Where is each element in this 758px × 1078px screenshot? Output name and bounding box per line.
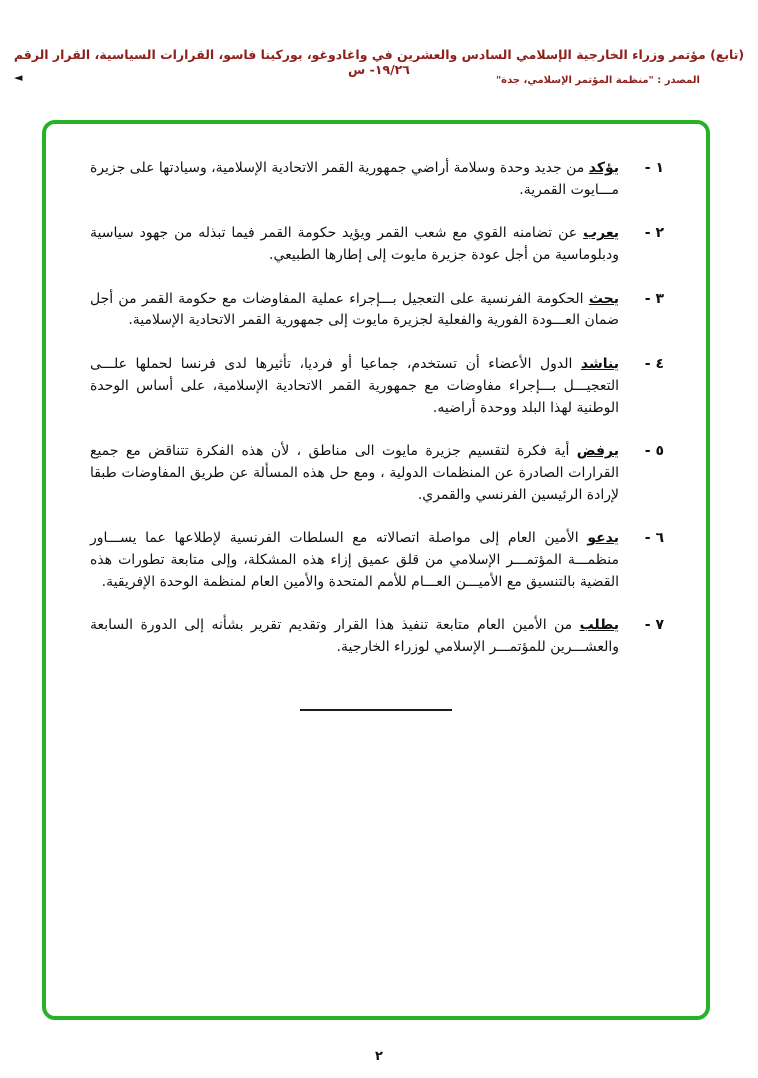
list-item <box>90 223 664 266</box>
item-text <box>90 528 619 593</box>
item-lead-word: يدعو <box>587 530 619 547</box>
item-number-value: ٣ <box>655 290 664 307</box>
item-text <box>90 441 619 506</box>
item-lead-word: يطلب <box>579 617 619 634</box>
item-number-value: ٧ <box>655 617 664 634</box>
divider-line <box>300 709 452 711</box>
item-number-dash: - <box>644 160 651 176</box>
item-body-text: عن تضامنه القوي مع شعب القمر ويؤيد حكومة القمر فيما تبذله من جهود سياسية ودبلوماسية من أجل عودة جزيرة مايوت إلى إطارها الطبيعي. <box>90 225 619 264</box>
item-number <box>632 528 664 593</box>
source-label: المصدر : <box>657 75 700 86</box>
item-number-value: ٢ <box>655 225 664 242</box>
item-number-value: ٦ <box>655 530 664 547</box>
source-value: "منظمة المؤتمر الإسلامي، جدة" <box>495 75 654 86</box>
list-item <box>90 615 664 658</box>
page-title: (تابع) مؤتمر وزراء الخارجية الإسلامي السادس والعشرين في واغادوغو، بوركينا فاسو، القرارات السياسية، القرار الرقم ١٩/٢٦- س <box>13 47 745 77</box>
resolution-box <box>42 120 710 1020</box>
item-lead-word: يعرب <box>583 225 619 242</box>
item-number <box>632 289 664 332</box>
item-body-text: من جديد وحدة وسلامة أراضي جمهورية القمر الاتحادية الإسلامية، وسيادتها على جزيرة مـــايوت القمرية. <box>89 160 619 198</box>
page-number: ٢ <box>375 1049 383 1064</box>
item-body-text: من الأمين العام متابعة تنفيذ هذا القرار وتقديم تقرير بشأنه إلى الدورة السابعة والعشـــرين للمؤتمـــر الإسلامي لوزراء الخارجية. <box>90 617 619 655</box>
item-number-dash: - <box>644 530 651 547</box>
list-item <box>90 354 664 419</box>
item-number-dash: - <box>644 443 651 460</box>
item-text <box>90 289 619 332</box>
item-lead-word: يحث <box>588 290 619 307</box>
list-item <box>90 441 664 506</box>
item-number-value: ٥ <box>655 443 664 460</box>
item-text <box>90 158 619 201</box>
item-body-text: الدول الأعضاء أن تستخدم، جماعيا أو فرديا، تأثيرها لدى فرنسا لحملها علـــى التعجيـــل بـــإجراء مفاوضات مع جمهورية القمر الاتحادية الإسلامية، على أساس الوحدة الوطنية لهذا البلد ووحدة أراضيه. <box>90 356 619 416</box>
list-item <box>90 158 664 201</box>
item-number <box>632 223 664 266</box>
item-body-text: الأمين العام إلى مواصلة اتصالاته مع السلطات الفرنسية لإطلاعها عما يســـاور منظمـــة المؤتمـــر الإسلامي من قلق عميق إزاء هذه المشكلة، وإلى متابعة تطورات هذه القضية بالتنسيق مع الأميـــن العـــام للأمم المتحدة والأمين العام لمنظمة الوحدة الإفريقية. <box>90 530 619 590</box>
item-number <box>632 158 664 201</box>
item-text <box>90 354 619 419</box>
item-lead-word: يؤكد <box>588 160 619 176</box>
item-number-value: ٤ <box>655 356 664 373</box>
list-item <box>90 289 664 332</box>
item-lead-word: يناشد <box>580 356 620 373</box>
item-number <box>632 615 664 658</box>
item-number <box>632 354 664 419</box>
left-arrow-icon: ◄ <box>14 71 23 84</box>
item-number-dash: - <box>644 225 651 242</box>
item-number <box>632 441 664 506</box>
resolution-list <box>46 124 706 659</box>
list-item <box>90 528 664 593</box>
item-number-dash: - <box>644 290 651 307</box>
item-number-value: ١ <box>655 160 664 176</box>
item-text <box>90 223 619 266</box>
item-lead-word: يرفض <box>576 443 619 460</box>
item-body-text: أية فكرة لتقسيم جزيرة مايوت الى مناطق ، لأن هذه الفكرة تتناقض مع جميع القرارات الصادرة عن المنظمات الدولية ، ومع حل هذه المسألة عن طريق المفاوضات طبقا لإرادة الرئيسين الفرنسي والقمري. <box>90 443 619 503</box>
item-text <box>90 615 619 658</box>
source-line <box>496 75 700 86</box>
item-body-text: الحكومة الفرنسية على التعجيل بـــإجراء عملية المفاوضات مع حكومة القمر من أجل ضمان العـــودة الفورية والفعلية لجزيرة مايوت إلى جمهورية القمر الاتحادية الإسلامية. <box>90 290 619 329</box>
item-number-dash: - <box>644 617 651 634</box>
item-number-dash: - <box>644 356 651 373</box>
